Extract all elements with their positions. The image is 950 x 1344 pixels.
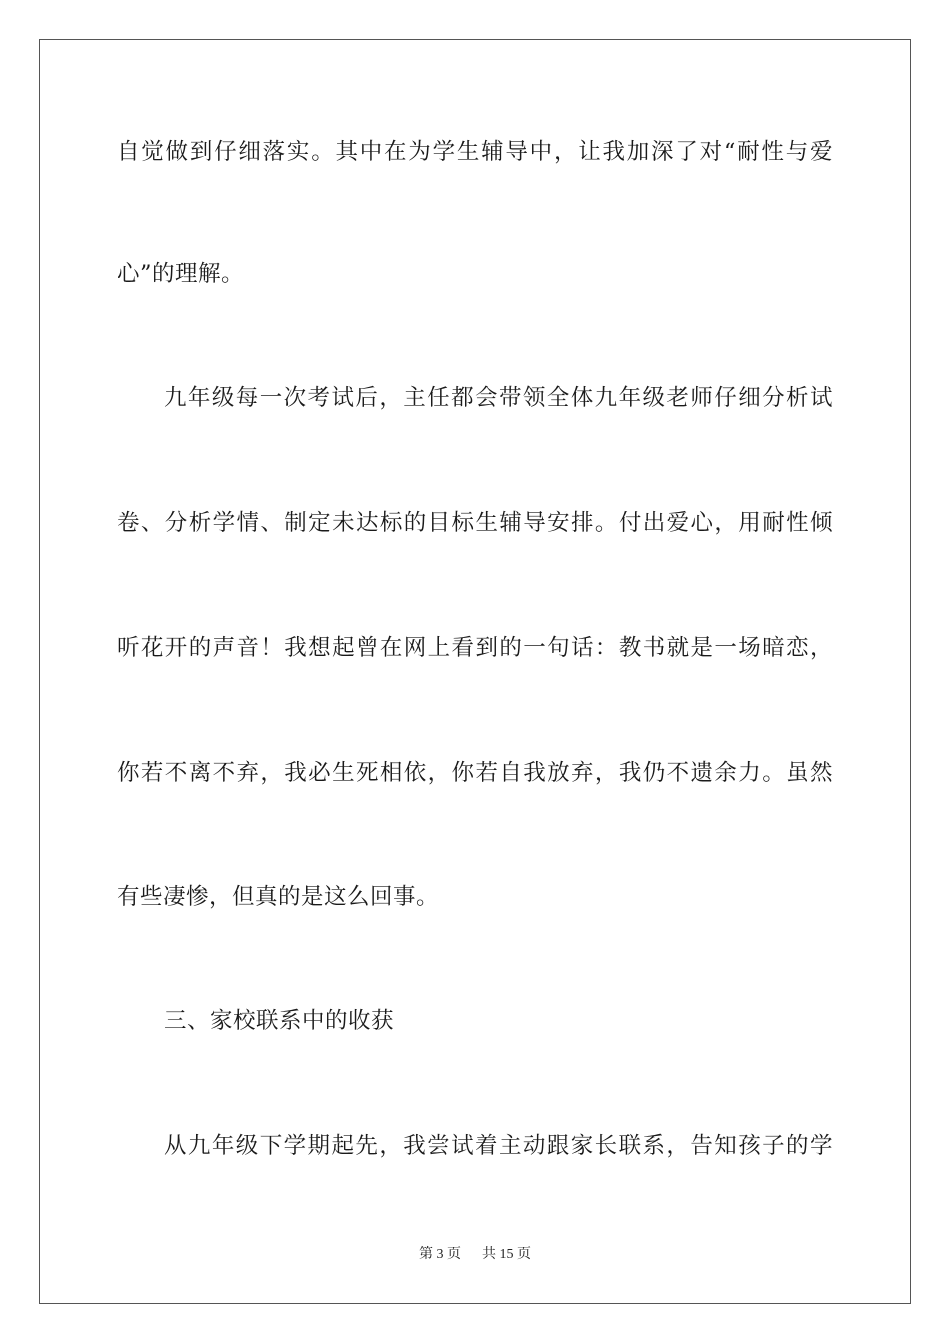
page-footer (0, 1246, 950, 1264)
body-line-3: 九年级每一次考试后，主任都会带领全体九年级老师仔细分析试 (164, 385, 833, 411)
section-heading: 三、家校联系中的收获 (164, 1008, 395, 1034)
page-total: 共 15 页 (482, 1247, 531, 1262)
body-line-5: 听花开的声音！我想起曾在网上看到的一句话：教书就是一场暗恋， (117, 635, 833, 661)
body-line-7: 有些凄惨，但真的是这么回事。 (117, 884, 440, 910)
page-border (39, 39, 911, 1304)
body-line-4: 卷、分析学情、制定未达标的目标生辅导安排。付出爱心，用耐性倾 (117, 510, 833, 536)
body-line-6: 你若不离不弃，我必生死相依，你若自我放弃，我仍不遗余力。虽然 (117, 760, 833, 786)
body-line-2: 心”的理解。 (117, 261, 245, 287)
body-line-9: 从九年级下学期起先，我尝试着主动跟家长联系，告知孩子的学 (164, 1133, 833, 1159)
page-number: 第 3 页 (419, 1247, 461, 1262)
body-line-1: 自觉做到仔细落实。其中在为学生辅导中，让我加深了对“耐性与爱 (117, 139, 833, 165)
